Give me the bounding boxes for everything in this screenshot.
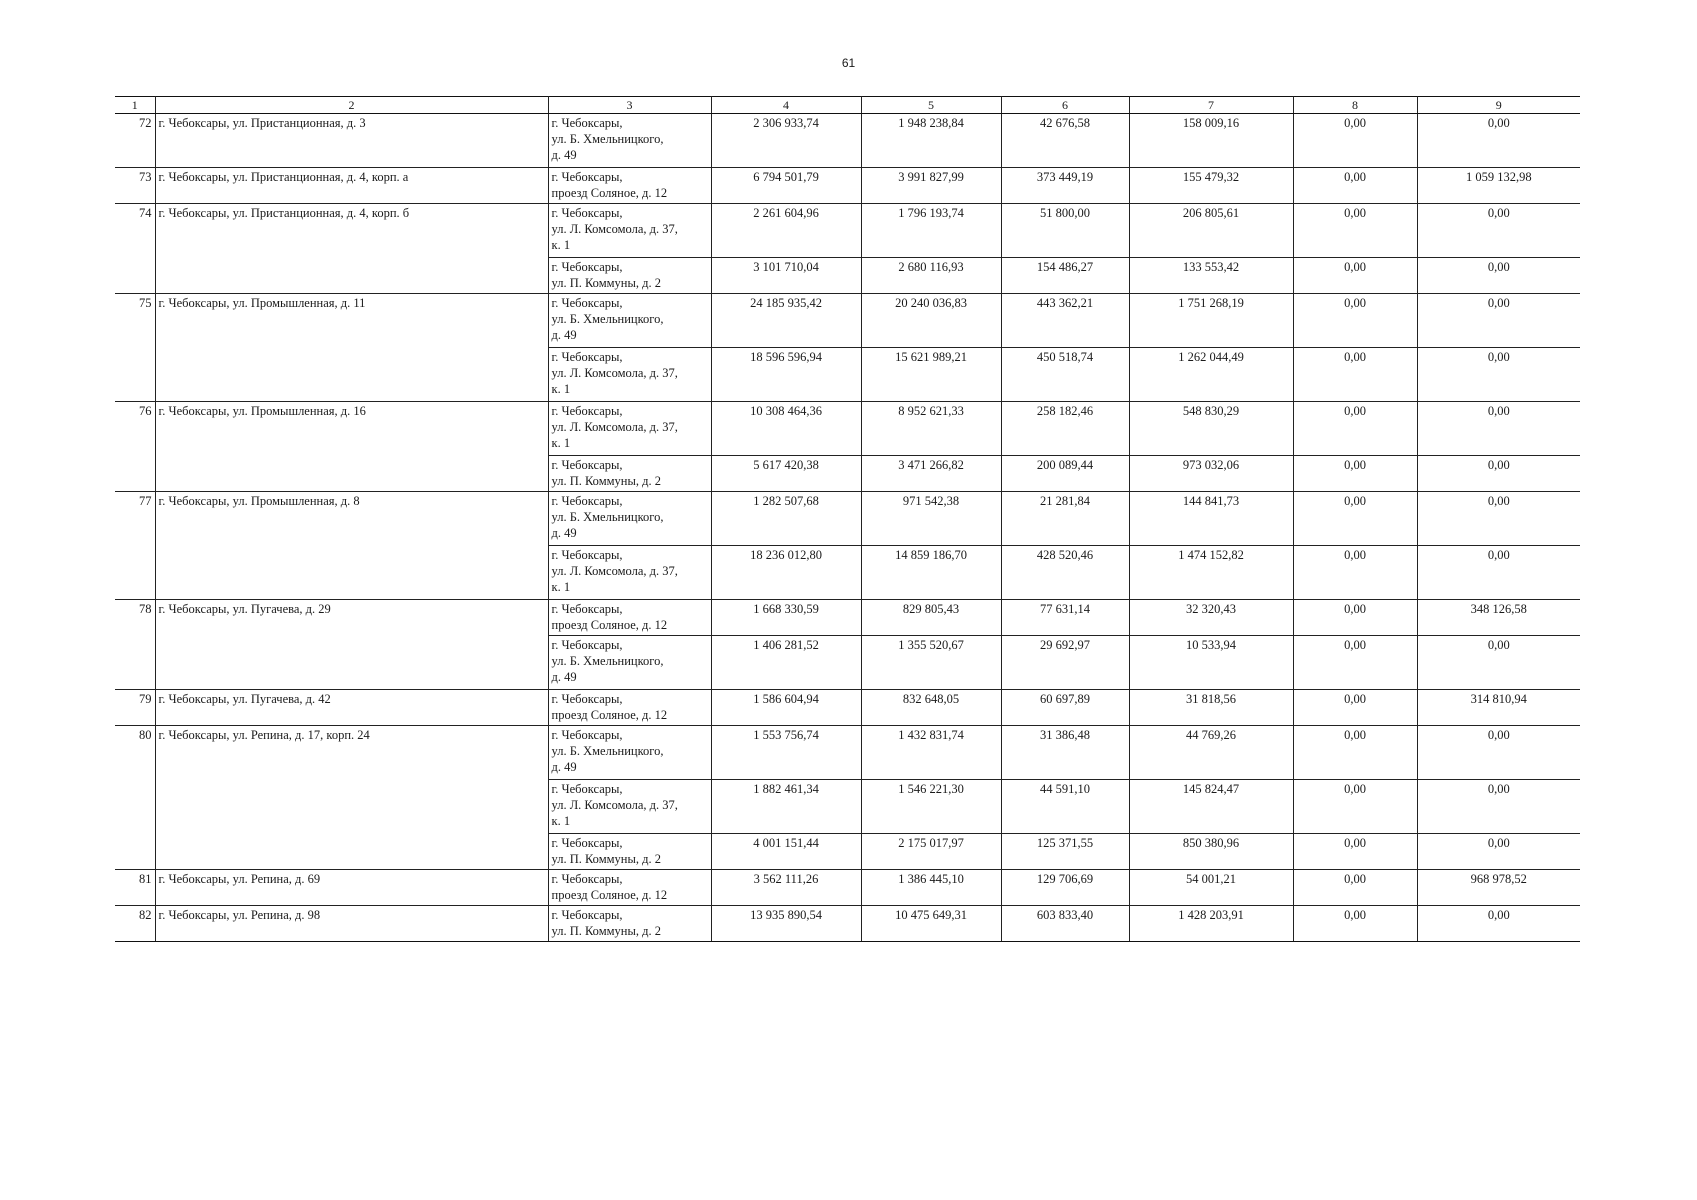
value-cell: 32 320,43 xyxy=(1129,600,1293,636)
column-header: 6 xyxy=(1001,97,1129,114)
value-cell: 1 668 330,59 xyxy=(711,600,861,636)
value-cell: 0,00 xyxy=(1293,456,1417,492)
value-cell: 21 281,84 xyxy=(1001,492,1129,546)
value-cell: 3 991 827,99 xyxy=(861,168,1001,204)
source-address xyxy=(548,456,711,492)
source-address xyxy=(548,348,711,402)
value-cell: 0,00 xyxy=(1417,726,1580,780)
value-cell: 2 175 017,97 xyxy=(861,834,1001,870)
value-cell: 1 432 831,74 xyxy=(861,726,1001,780)
source-address-line: г. Чебоксары, xyxy=(551,206,623,220)
value-cell: 1 355 520,67 xyxy=(861,636,1001,690)
value-cell: 973 032,06 xyxy=(1129,456,1293,492)
value-cell: 42 676,58 xyxy=(1001,114,1129,168)
table-row xyxy=(115,402,1580,456)
value-cell: 0,00 xyxy=(1293,546,1417,600)
value-cell: 0,00 xyxy=(1293,726,1417,780)
source-address xyxy=(548,906,711,942)
value-cell: 18 596 596,94 xyxy=(711,348,861,402)
source-address-line: г. Чебоксары, xyxy=(551,458,623,472)
source-address-line: проезд Соляное, д. 12 xyxy=(551,708,668,722)
row-number: 73 xyxy=(115,168,155,204)
source-address-line: к. 1 xyxy=(551,436,571,450)
value-cell: 3 562 111,26 xyxy=(711,870,861,906)
value-cell: 129 706,69 xyxy=(1001,870,1129,906)
row-number: 78 xyxy=(115,600,155,690)
value-cell: 18 236 012,80 xyxy=(711,546,861,600)
value-cell: 0,00 xyxy=(1417,114,1580,168)
value-cell: 0,00 xyxy=(1417,456,1580,492)
table-row xyxy=(115,906,1580,942)
row-number: 80 xyxy=(115,726,155,870)
source-address-line: ул. П. Коммуны, д. 2 xyxy=(551,924,661,938)
value-cell: 1 882 461,34 xyxy=(711,780,861,834)
table-body xyxy=(115,114,1580,942)
registry-table xyxy=(115,96,1580,942)
value-cell: 0,00 xyxy=(1293,168,1417,204)
source-address-line: г. Чебоксары, xyxy=(551,836,623,850)
source-address-line: ул. Л. Комсомола, д. 37, xyxy=(551,366,678,380)
column-number-header xyxy=(115,97,1580,114)
value-cell: 0,00 xyxy=(1417,636,1580,690)
building-address: г. Чебоксары, ул. Пристанционная, д. 4, корп. б xyxy=(155,204,548,294)
value-cell: 968 978,52 xyxy=(1417,870,1580,906)
source-address-line: г. Чебоксары, xyxy=(551,638,623,652)
source-address-line: д. 49 xyxy=(551,526,577,540)
column-header: 3 xyxy=(548,97,711,114)
source-address xyxy=(548,636,711,690)
source-address-line: к. 1 xyxy=(551,382,571,396)
value-cell: 200 089,44 xyxy=(1001,456,1129,492)
source-address-line: ул. Л. Комсомола, д. 37, xyxy=(551,222,678,236)
source-address-line: ул. П. Коммуны, д. 2 xyxy=(551,852,661,866)
value-cell: 850 380,96 xyxy=(1129,834,1293,870)
value-cell: 1 406 281,52 xyxy=(711,636,861,690)
source-address xyxy=(548,726,711,780)
value-cell: 0,00 xyxy=(1417,204,1580,258)
value-cell: 51 800,00 xyxy=(1001,204,1129,258)
value-cell: 443 362,21 xyxy=(1001,294,1129,348)
value-cell: 0,00 xyxy=(1293,870,1417,906)
building-address: г. Чебоксары, ул. Пристанционная, д. 4, корп. а xyxy=(155,168,548,204)
value-cell: 2 261 604,96 xyxy=(711,204,861,258)
source-address-line: ул. Б. Хмельницкого, xyxy=(551,510,664,524)
table-row xyxy=(115,600,1580,636)
value-cell: 0,00 xyxy=(1417,780,1580,834)
value-cell: 10 475 649,31 xyxy=(861,906,1001,942)
source-address-line: ул. П. Коммуны, д. 2 xyxy=(551,276,661,290)
value-cell: 155 479,32 xyxy=(1129,168,1293,204)
value-cell: 206 805,61 xyxy=(1129,204,1293,258)
value-cell: 3 101 710,04 xyxy=(711,258,861,294)
source-address xyxy=(548,492,711,546)
value-cell: 0,00 xyxy=(1293,294,1417,348)
value-cell: 0,00 xyxy=(1293,906,1417,942)
building-address: г. Чебоксары, ул. Репина, д. 17, корп. 24 xyxy=(155,726,548,870)
value-cell: 1 546 221,30 xyxy=(861,780,1001,834)
value-cell: 258 182,46 xyxy=(1001,402,1129,456)
value-cell: 144 841,73 xyxy=(1129,492,1293,546)
value-cell: 31 818,56 xyxy=(1129,690,1293,726)
value-cell: 6 794 501,79 xyxy=(711,168,861,204)
source-address xyxy=(548,546,711,600)
building-address: г. Чебоксары, ул. Репина, д. 69 xyxy=(155,870,548,906)
source-address-line: ул. Л. Комсомола, д. 37, xyxy=(551,798,678,812)
row-number: 76 xyxy=(115,402,155,492)
column-header: 4 xyxy=(711,97,861,114)
value-cell: 15 621 989,21 xyxy=(861,348,1001,402)
source-address xyxy=(548,258,711,294)
value-cell: 13 935 890,54 xyxy=(711,906,861,942)
value-cell: 1 262 044,49 xyxy=(1129,348,1293,402)
value-cell: 0,00 xyxy=(1293,204,1417,258)
building-address: г. Чебоксары, ул. Пугачева, д. 42 xyxy=(155,690,548,726)
value-cell: 0,00 xyxy=(1417,546,1580,600)
value-cell: 154 486,27 xyxy=(1001,258,1129,294)
value-cell: 1 796 193,74 xyxy=(861,204,1001,258)
value-cell: 1 586 604,94 xyxy=(711,690,861,726)
value-cell: 0,00 xyxy=(1417,258,1580,294)
source-address xyxy=(548,600,711,636)
value-cell: 450 518,74 xyxy=(1001,348,1129,402)
value-cell: 10 308 464,36 xyxy=(711,402,861,456)
column-header: 2 xyxy=(155,97,548,114)
value-cell: 0,00 xyxy=(1417,906,1580,942)
building-address: г. Чебоксары, ул. Репина, д. 98 xyxy=(155,906,548,942)
value-cell: 0,00 xyxy=(1417,348,1580,402)
source-address-line: г. Чебоксары, xyxy=(551,260,623,274)
value-cell: 373 449,19 xyxy=(1001,168,1129,204)
value-cell: 31 386,48 xyxy=(1001,726,1129,780)
column-header: 1 xyxy=(115,97,155,114)
source-address xyxy=(548,294,711,348)
source-address-line: г. Чебоксары, xyxy=(551,908,623,922)
row-number: 82 xyxy=(115,906,155,942)
table-row xyxy=(115,492,1580,546)
value-cell: 0,00 xyxy=(1417,492,1580,546)
row-number: 79 xyxy=(115,690,155,726)
source-address-line: ул. Л. Комсомола, д. 37, xyxy=(551,564,678,578)
value-cell: 2 680 116,93 xyxy=(861,258,1001,294)
value-cell: 0,00 xyxy=(1417,834,1580,870)
value-cell: 0,00 xyxy=(1417,402,1580,456)
source-address-line: ул. Б. Хмельницкого, xyxy=(551,744,664,758)
table-row xyxy=(115,726,1580,780)
value-cell: 1 059 132,98 xyxy=(1417,168,1580,204)
source-address-line: ул. П. Коммуны, д. 2 xyxy=(551,474,661,488)
row-number: 72 xyxy=(115,114,155,168)
building-address: г. Чебоксары, ул. Промышленная, д. 16 xyxy=(155,402,548,492)
source-address-line: г. Чебоксары, xyxy=(551,728,623,742)
value-cell: 0,00 xyxy=(1293,834,1417,870)
value-cell: 29 692,97 xyxy=(1001,636,1129,690)
column-header: 7 xyxy=(1129,97,1293,114)
value-cell: 0,00 xyxy=(1417,294,1580,348)
source-address-line: к. 1 xyxy=(551,238,571,252)
value-cell: 0,00 xyxy=(1293,600,1417,636)
source-address xyxy=(548,114,711,168)
value-cell: 0,00 xyxy=(1293,348,1417,402)
source-address xyxy=(548,168,711,204)
value-cell: 1 428 203,91 xyxy=(1129,906,1293,942)
source-address xyxy=(548,402,711,456)
value-cell: 158 009,16 xyxy=(1129,114,1293,168)
value-cell: 548 830,29 xyxy=(1129,402,1293,456)
source-address-line: г. Чебоксары, xyxy=(551,116,623,130)
source-address-line: г. Чебоксары, xyxy=(551,404,623,418)
value-cell: 0,00 xyxy=(1293,690,1417,726)
value-cell: 8 952 621,33 xyxy=(861,402,1001,456)
row-number: 75 xyxy=(115,294,155,402)
source-address-line: ул. Б. Хмельницкого, xyxy=(551,654,664,668)
value-cell: 1 386 445,10 xyxy=(861,870,1001,906)
table-row xyxy=(115,690,1580,726)
value-cell: 133 553,42 xyxy=(1129,258,1293,294)
source-address xyxy=(548,780,711,834)
value-cell: 1 948 238,84 xyxy=(861,114,1001,168)
source-address xyxy=(548,834,711,870)
value-cell: 20 240 036,83 xyxy=(861,294,1001,348)
value-cell: 125 371,55 xyxy=(1001,834,1129,870)
value-cell: 0,00 xyxy=(1293,636,1417,690)
table-row xyxy=(115,168,1580,204)
page-number: 61 xyxy=(841,56,856,70)
table-row xyxy=(115,114,1580,168)
value-cell: 44 591,10 xyxy=(1001,780,1129,834)
value-cell: 0,00 xyxy=(1293,780,1417,834)
row-number: 81 xyxy=(115,870,155,906)
source-address xyxy=(548,690,711,726)
source-address-line: ул. Б. Хмельницкого, xyxy=(551,312,664,326)
source-address-line: к. 1 xyxy=(551,814,571,828)
value-cell: 44 769,26 xyxy=(1129,726,1293,780)
source-address-line: г. Чебоксары, xyxy=(551,692,623,706)
value-cell: 1 751 268,19 xyxy=(1129,294,1293,348)
row-number: 77 xyxy=(115,492,155,600)
value-cell: 829 805,43 xyxy=(861,600,1001,636)
building-address: г. Чебоксары, ул. Промышленная, д. 8 xyxy=(155,492,548,600)
table-row xyxy=(115,870,1580,906)
building-address: г. Чебоксары, ул. Пристанционная, д. 3 xyxy=(155,114,548,168)
column-header: 8 xyxy=(1293,97,1417,114)
value-cell: 314 810,94 xyxy=(1417,690,1580,726)
source-address-line: д. 49 xyxy=(551,148,577,162)
value-cell: 428 520,46 xyxy=(1001,546,1129,600)
column-header: 9 xyxy=(1417,97,1580,114)
building-address: г. Чебоксары, ул. Промышленная, д. 11 xyxy=(155,294,548,402)
value-cell: 24 185 935,42 xyxy=(711,294,861,348)
value-cell: 603 833,40 xyxy=(1001,906,1129,942)
value-cell: 10 533,94 xyxy=(1129,636,1293,690)
source-address-line: г. Чебоксары, xyxy=(551,494,623,508)
value-cell: 4 001 151,44 xyxy=(711,834,861,870)
value-cell: 1 282 507,68 xyxy=(711,492,861,546)
value-cell: 145 824,47 xyxy=(1129,780,1293,834)
value-cell: 832 648,05 xyxy=(861,690,1001,726)
source-address-line: к. 1 xyxy=(551,580,571,594)
source-address-line: г. Чебоксары, xyxy=(551,170,623,184)
value-cell: 0,00 xyxy=(1293,114,1417,168)
source-address-line: г. Чебоксары, xyxy=(551,350,623,364)
value-cell: 54 001,21 xyxy=(1129,870,1293,906)
source-address-line: д. 49 xyxy=(551,760,577,774)
source-address-line: г. Чебоксары, xyxy=(551,602,623,616)
value-cell: 5 617 420,38 xyxy=(711,456,861,492)
source-address-line: проезд Соляное, д. 12 xyxy=(551,888,668,902)
source-address-line: д. 49 xyxy=(551,670,577,684)
source-address-line: проезд Соляное, д. 12 xyxy=(551,618,668,632)
value-cell: 3 471 266,82 xyxy=(861,456,1001,492)
source-address-line: г. Чебоксары, xyxy=(551,296,623,310)
building-address: г. Чебоксары, ул. Пугачева, д. 29 xyxy=(155,600,548,690)
table-row xyxy=(115,204,1580,258)
source-address-line: г. Чебоксары, xyxy=(551,872,623,886)
value-cell: 1 474 152,82 xyxy=(1129,546,1293,600)
value-cell: 348 126,58 xyxy=(1417,600,1580,636)
value-cell: 971 542,38 xyxy=(861,492,1001,546)
value-cell: 1 553 756,74 xyxy=(711,726,861,780)
source-address-line: проезд Соляное, д. 12 xyxy=(551,186,668,200)
source-address-line: ул. Л. Комсомола, д. 37, xyxy=(551,420,678,434)
value-cell: 77 631,14 xyxy=(1001,600,1129,636)
value-cell: 0,00 xyxy=(1293,258,1417,294)
row-number: 74 xyxy=(115,204,155,294)
value-cell: 0,00 xyxy=(1293,402,1417,456)
value-cell: 60 697,89 xyxy=(1001,690,1129,726)
source-address-line: г. Чебоксары, xyxy=(551,548,623,562)
value-cell: 14 859 186,70 xyxy=(861,546,1001,600)
source-address xyxy=(548,204,711,258)
source-address xyxy=(548,870,711,906)
value-cell: 2 306 933,74 xyxy=(711,114,861,168)
value-cell: 0,00 xyxy=(1293,492,1417,546)
source-address-line: г. Чебоксары, xyxy=(551,782,623,796)
column-header: 5 xyxy=(861,97,1001,114)
source-address-line: ул. Б. Хмельницкого, xyxy=(551,132,664,146)
source-address-line: д. 49 xyxy=(551,328,577,342)
table-row xyxy=(115,294,1580,348)
